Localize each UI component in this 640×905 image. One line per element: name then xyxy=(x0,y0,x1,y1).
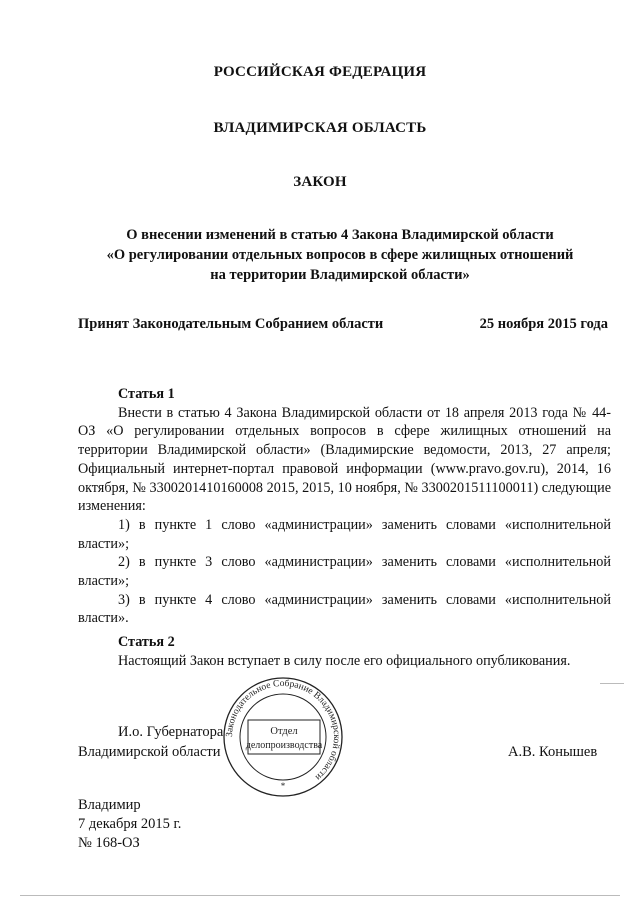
article-1-heading: Статья 1 xyxy=(118,386,175,402)
adoption-date: 25 ноября 2015 года xyxy=(479,316,608,332)
article-1-item-2: 2) в пункте 3 слово «администрации» заменить словами «исполнительной власти»; xyxy=(78,554,611,590)
adoption-label: Принят Законодательным Собранием области xyxy=(78,316,384,332)
signatory-position-line1: И.о. Губернатора xyxy=(118,724,224,740)
article-2 xyxy=(78,633,611,670)
footer-number: № 168-ОЗ xyxy=(78,835,140,851)
official-stamp xyxy=(222,676,344,798)
header-country: РОССИЙСКАЯ ФЕДЕРАЦИЯ xyxy=(213,64,427,80)
law-title-line3: на территории Владимирской области» xyxy=(210,267,470,283)
footer-city: Владимир xyxy=(78,797,141,813)
article-1-intro: Внести в статью 4 Закона Владимирской области от 18 апреля 2013 года № 44-ОЗ «О регулировании отдельных вопросов в сфере жилищных отношений на территории Владимирской области» (Владимирские ведомости, 2013, 27 апреля; Официальный интернет-портал правовой информации (www.pravo.gov.ru), 2014, 16 октября, № 3300201410160008 2015, 2015, 10 ноября, № 3300201511100011) следующие изменения: xyxy=(78,404,611,515)
article-1 xyxy=(78,385,611,628)
article-2-heading: Статья 2 xyxy=(118,634,175,650)
article-1-item-1: 1) в пункте 1 слово «администрации» заменить словами «исполнительной власти»; xyxy=(78,516,611,552)
footer-block xyxy=(78,796,181,853)
stamp-inner-line2: делопроизводства xyxy=(245,740,323,751)
stamp-star: * xyxy=(280,781,286,791)
signatory-position-line2: Владимирской области xyxy=(78,744,221,760)
article-2-text: Настоящий Закон вступает в силу после его официального опубликования. xyxy=(118,652,571,669)
stamp-outer-text: Законодательное Собрание Владимирской области xyxy=(224,678,342,783)
law-title-line1: О внесении изменений в статью 4 Закона Владимирской области xyxy=(126,227,554,243)
article-1-item-3: 3) в пункте 4 слово «администрации» заменить словами «исполнительной власти». xyxy=(78,591,611,627)
law-title-line2: «О регулировании отдельных вопросов в сфере жилищных отношений xyxy=(106,247,574,263)
signatory-name: А.В. Конышев xyxy=(508,744,598,760)
adoption-line xyxy=(78,316,608,333)
law-title xyxy=(60,225,620,285)
header-doc-type: ЗАКОН xyxy=(293,174,347,190)
edge-line xyxy=(600,683,624,684)
stamp-inner-line1: Отдел xyxy=(270,726,298,737)
footer-date: 7 декабря 2015 г. xyxy=(78,816,182,832)
header-region: ВЛАДИМИРСКАЯ ОБЛАСТЬ xyxy=(213,120,427,136)
bottom-edge-line xyxy=(20,895,620,896)
